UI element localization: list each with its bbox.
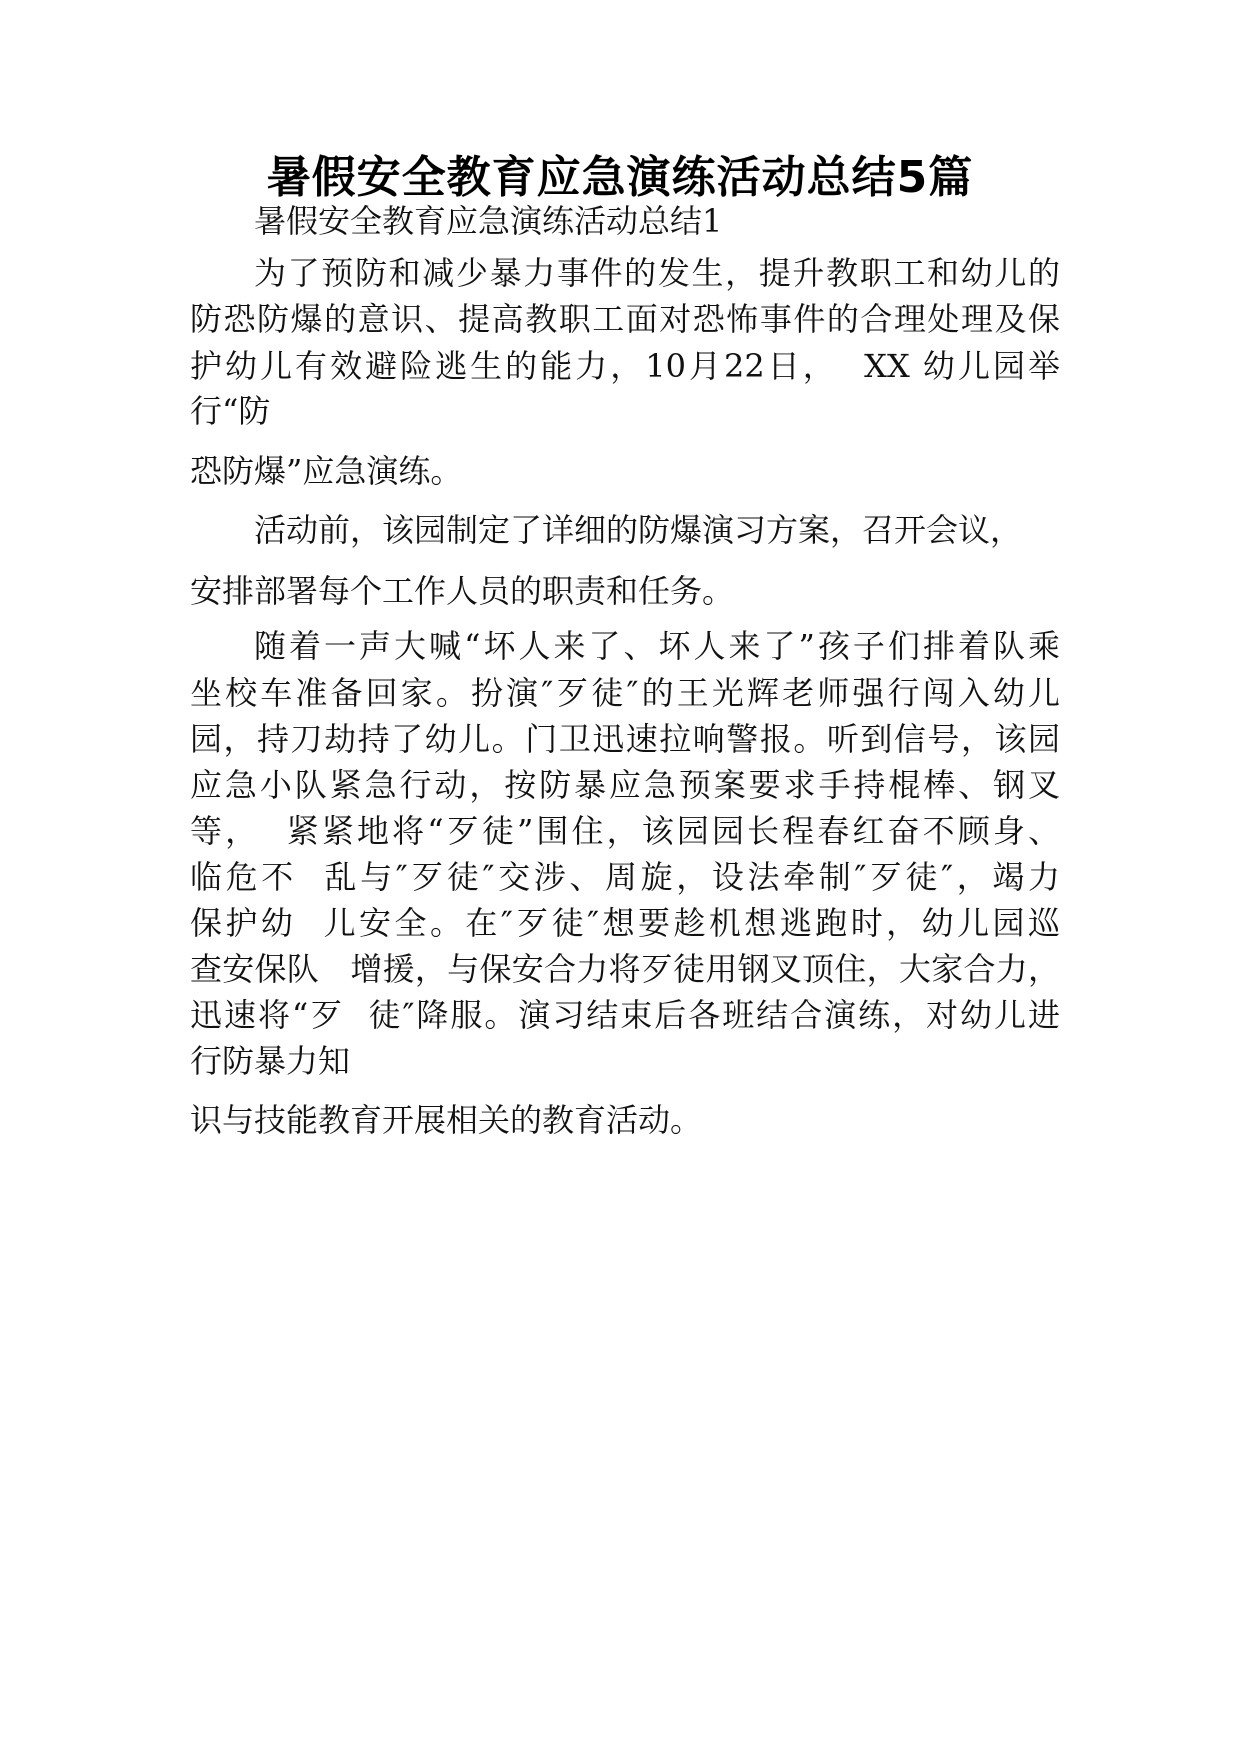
paragraph-line: 等， 紧紧地将“歹徒”围住，该园园长程春红奋不顾身、: [190, 812, 1060, 850]
paragraph-line: 查安保队 增援，与保安合力将歹徒用钢叉顶住，大家合力，: [190, 950, 1060, 988]
paragraph-line: 随着一声大喊“坏人来了、坏人来了”孩子们排着队乘: [254, 627, 1060, 665]
paragraph-line: 恐防爆”应急演练。: [190, 452, 463, 490]
paragraph-line: 行防暴力知: [190, 1042, 351, 1080]
paragraph-line: 应急小队紧急行动，按防暴应急预案要求手持棍棒、钢叉: [190, 766, 1060, 804]
paragraph-line: 迅速将“歹 徒″降服。演习结束后各班结合演练，对幼儿进: [190, 996, 1060, 1034]
paragraph-line: 为了预防和减少暴力事件的发生，提升教职工和幼儿的: [254, 254, 1060, 292]
paragraph-line: 坐校车准备回家。扮演″歹徒″的王光辉老师强行闯入幼儿: [190, 674, 1060, 712]
section-heading: 暑假安全教育应急演练活动总结1: [254, 202, 723, 240]
paragraph-line: 识与技能教育开展相关的教育活动。: [190, 1101, 703, 1139]
paragraph-line: 防恐防爆的意识、提高教职工面对恐怖事件的合理处理及保: [190, 300, 1060, 338]
paragraph-line: 行“防: [190, 392, 271, 430]
document-title: 暑假安全教育应急演练活动总结5篇: [266, 152, 974, 203]
paragraph-line: 活动前，该园制定了详细的防爆演习方案，召开会议，: [254, 511, 1023, 549]
paragraph-line: 保护幼 儿安全。在″歹徒″想要趁机想逃跑时，幼儿园巡: [190, 904, 1060, 942]
paragraph-line: 临危不 乱与″歹徒″交涉、周旋，设法牵制″歹徒″，竭力: [190, 858, 1060, 896]
paragraph-line: 园，持刀劫持了幼儿。门卫迅速拉响警报。听到信号，该园: [190, 720, 1060, 758]
paragraph-line: 安排部署每个工作人员的职责和任务。: [190, 572, 735, 610]
paragraph-line: 护幼儿有效避险逃生的能力，10月22日， XX 幼儿园举: [190, 347, 1060, 385]
